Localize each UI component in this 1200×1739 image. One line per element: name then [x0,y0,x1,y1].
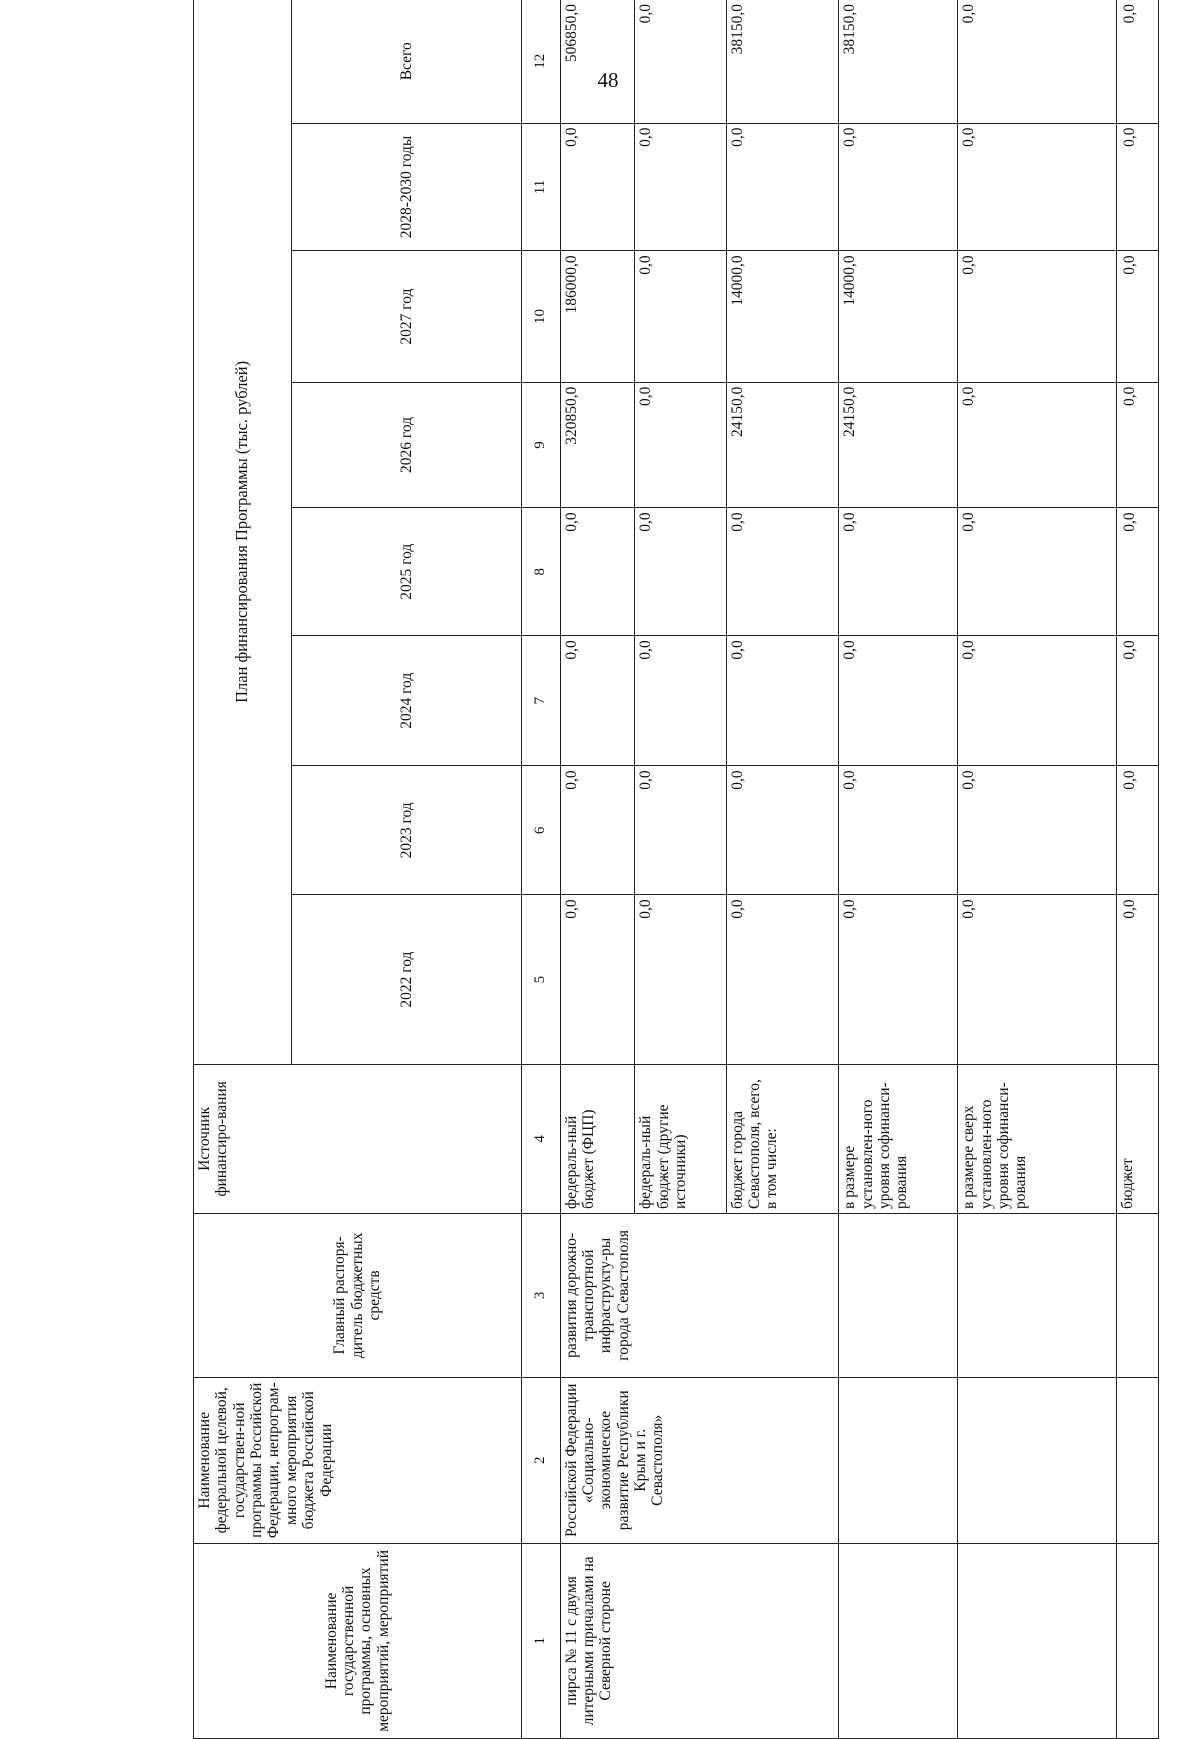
value-cell: 0,0 [726,895,839,1064]
value-cell: 0,0 [1116,123,1158,251]
value-cell: 0,0 [958,0,1116,123]
header-program-name: Наименование федеральной целевой, государствен-ной программы Российской Федерации, непрограм-много мероприятия бюджета Российской Федерации [194,1377,522,1543]
administrator-cell: развития дорожно-транспортной инфраструкту-ры города Севастополя [560,1213,839,1377]
value-cell: 0,0 [635,123,726,251]
empty-cell [839,1543,958,1738]
empty-cell [958,1377,1116,1543]
program-name-cell: Российской Федерации «Социально-экономическое развитие Республики Крым и г. Севастополя» [560,1377,839,1543]
value-cell: 0,0 [1116,0,1158,123]
header-year-2022: 2022 год [292,895,522,1064]
column-number: 3 [521,1213,560,1377]
value-cell: 0,0 [635,508,726,636]
value-cell: 0,0 [958,766,1116,895]
table-row [839,0,958,1739]
funding-source-cell: федераль-ный бюджет (другие источники) [635,1064,726,1213]
header-total: Всего [292,0,522,123]
empty-cell [1116,1377,1158,1543]
value-cell: 0,0 [726,636,839,766]
table-row [958,0,1116,1739]
empty-cell [1116,1543,1158,1738]
header-funding-plan: План финансирования Программы (тыс. рублей) [194,0,292,1064]
column-number: 7 [521,636,560,766]
column-number: 12 [521,0,560,123]
value-cell: 320850,0 [560,382,635,508]
column-number: 6 [521,766,560,895]
value-cell: 14000,0 [726,251,839,382]
value-cell: 0,0 [958,508,1116,636]
value-cell: 0,0 [726,508,839,636]
funding-source-cell: в размере сверх установлен-ного уровня софинанси-рования [958,1064,1116,1213]
value-cell: 0,0 [560,636,635,766]
value-cell: 0,0 [726,123,839,251]
value-cell: 506850,0 [560,0,635,123]
funding-source-cell: федераль-ный бюджет (ФЦП) [560,1064,635,1213]
value-cell: 0,0 [839,895,958,1064]
header-year-2026: 2026 год [292,382,522,508]
value-cell: 0,0 [839,636,958,766]
empty-cell [839,1377,958,1543]
value-cell: 0,0 [560,766,635,895]
funding-source-cell: бюджет [1116,1064,1158,1213]
value-cell: 0,0 [1116,636,1158,766]
value-cell: 0,0 [958,895,1116,1064]
value-cell: 24150,0 [726,382,839,508]
value-cell: 0,0 [635,251,726,382]
header-year-2023: 2023 год [292,766,522,895]
value-cell: 0,0 [1116,508,1158,636]
page-number: 48 [597,68,619,92]
value-cell: 0,0 [560,895,635,1064]
value-cell: 0,0 [839,766,958,895]
column-number: 11 [521,123,560,251]
column-number-row [521,0,560,1739]
value-cell: 0,0 [839,123,958,251]
value-cell: 0,0 [839,508,958,636]
value-cell: 0,0 [958,636,1116,766]
header-year-2028-2030: 2028-2030 годы [292,123,522,251]
value-cell: 0,0 [560,123,635,251]
empty-cell [958,1213,1116,1377]
value-cell: 38150,0 [839,0,958,123]
value-cell: 0,0 [958,123,1116,251]
measure-name-cell: пирса № 11 с двумя литерными причалами на Северной стороне [560,1543,839,1738]
value-cell: 38150,0 [726,0,839,123]
value-cell: 0,0 [1116,766,1158,895]
column-number: 2 [521,1377,560,1543]
value-cell: 0,0 [1116,251,1158,382]
column-number: 4 [521,1064,560,1213]
value-cell: 14000,0 [839,251,958,382]
header-year-2024: 2024 год [292,636,522,766]
header-measure-name: Наименование государственной программы, основных мероприятий, мероприятий [194,1543,522,1738]
value-cell: 0,0 [635,0,726,123]
funding-source-cell: в размере установлен-ного уровня софинанси-рования [839,1064,958,1213]
empty-cell [839,1213,958,1377]
value-cell: 0,0 [635,895,726,1064]
empty-cell [1116,1213,1158,1377]
header-year-2025: 2025 год [292,508,522,636]
value-cell: 0,0 [635,636,726,766]
value-cell: 0,0 [560,508,635,636]
value-cell: 0,0 [958,251,1116,382]
empty-cell [958,1543,1116,1738]
header-year-2027: 2027 год [292,251,522,382]
budget-table-rotated [193,0,1159,1739]
column-number: 5 [521,895,560,1064]
column-number: 10 [521,251,560,382]
header-funding-source: Источник финансиро-вания [194,1064,522,1213]
value-cell: 24150,0 [839,382,958,508]
budget-table [193,0,1159,1739]
value-cell: 0,0 [1116,382,1158,508]
table-row [560,0,635,1739]
value-cell: 186000,0 [560,251,635,382]
value-cell: 0,0 [726,766,839,895]
column-number: 9 [521,382,560,508]
value-cell: 0,0 [635,766,726,895]
value-cell: 0,0 [635,382,726,508]
column-number: 8 [521,508,560,636]
value-cell: 0,0 [1116,895,1158,1064]
header-row-1 [194,0,292,1739]
table-row [1116,0,1158,1739]
header-administrator: Главный распоря-дитель бюджетных средств [194,1213,522,1377]
value-cell: 0,0 [958,382,1116,508]
column-number: 1 [521,1543,560,1738]
funding-source-cell: бюджет города Севастополя, всего, в том числе: [726,1064,839,1213]
